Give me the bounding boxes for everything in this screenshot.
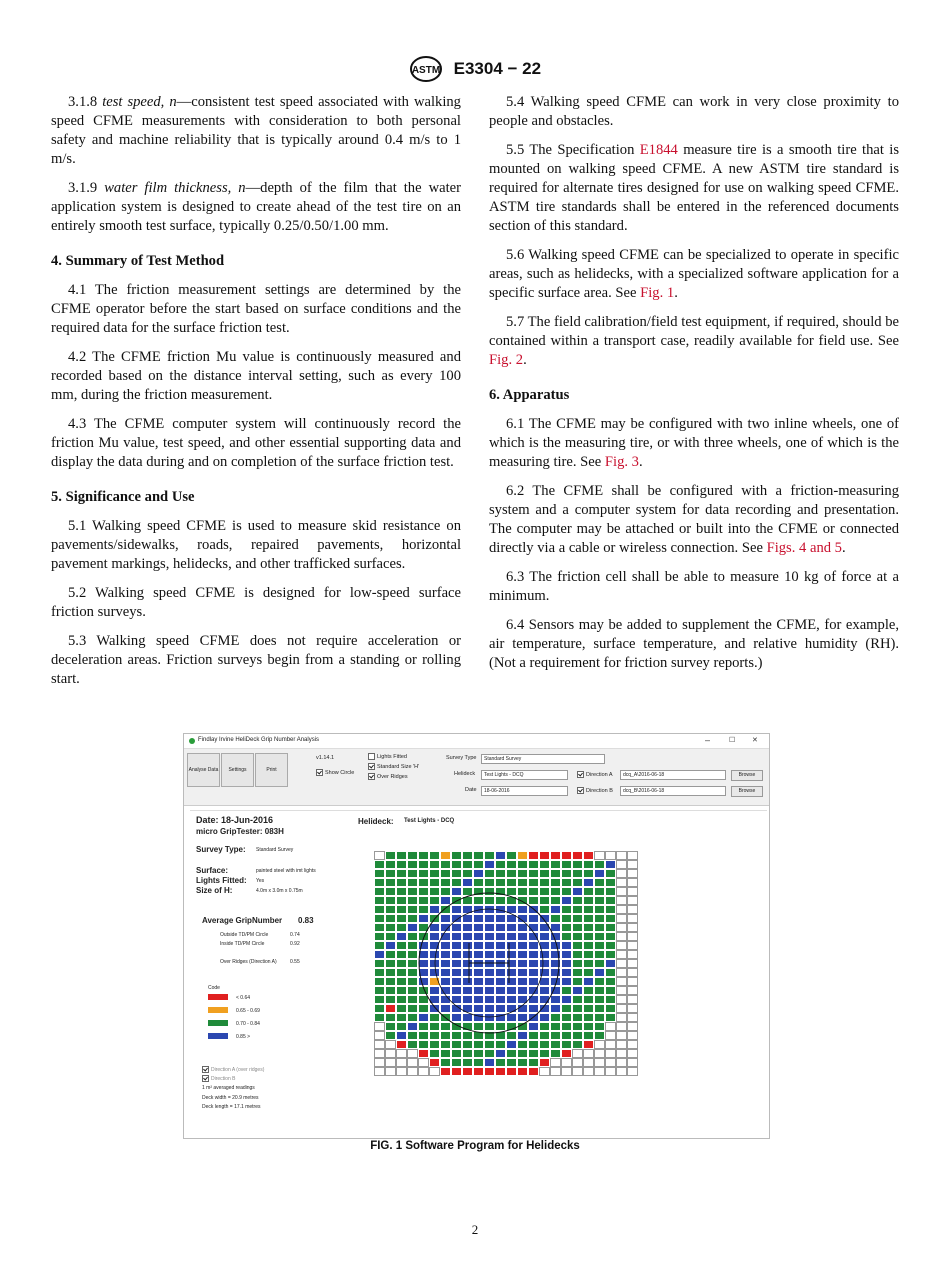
legend-swatch — [208, 1020, 228, 1026]
paragraph-5-2: 5.2 Walking speed CFME is designed for low-speed surface friction surveys. — [51, 585, 461, 620]
left-column — [51, 93, 461, 699]
report-size-value: 4.0m x 3.0m x 0.75m — [256, 888, 303, 894]
paragraph-4-2: 4.2 The CFME friction Mu value is continuously measured and recorded based on the distance interval setting, such as every 100 mm, during the friction measurement. — [51, 349, 461, 403]
paragraph-3-1-8: 3.1.8 test speed, n—consistent test speed associated with walking speed CFME measurements with consideration to both personal safety and machine reliability that is typically around 0.4 m/s to 1 m/s. — [51, 94, 461, 167]
section-heading-5: 5. Significance and Use — [51, 489, 195, 505]
report-survey-type-label: Survey Type: — [196, 845, 246, 854]
paragraph-5-6: 5.6 Walking speed CFME can be specialized to operate in specific areas, such as helidecks, with a specialized software application for a specific surface area. See Fig. 1. — [489, 247, 899, 301]
browse-a-button[interactable]: Browse — [731, 770, 763, 781]
survey-type-label: Survey Type — [446, 755, 477, 761]
deck-width-note: Deck width = 20.9 metres — [202, 1095, 259, 1101]
survey-type-select[interactable]: Standard Survey — [481, 754, 605, 764]
report-helideck-value: Test Lights - DCQ — [404, 818, 455, 824]
report-average-value: 0.83 — [298, 916, 314, 925]
legend-label: 0.70 - 0.84 — [236, 1021, 260, 1027]
over-ridges-checkbox[interactable]: Over Ridges — [368, 773, 408, 780]
link-fig-1[interactable]: Fig. 1 — [640, 285, 675, 301]
report-lights-value: Yes — [256, 878, 265, 884]
version-label: v1.14.1 — [316, 755, 335, 761]
figure-software-screenshot — [183, 733, 770, 1139]
report-outside-label: Outside TD/PM Circle — [220, 932, 269, 938]
section-heading-4: 4. Summary of Test Method — [51, 253, 225, 269]
report-inside-value: 0.92 — [290, 941, 300, 947]
browse-b-button[interactable]: Browse — [731, 786, 763, 797]
paragraph-6-1: 6.1 The CFME may be configured with two inline wheels, one of which is the measuring tire, or with three wheels, one of which is the measuring tire. See Fig. 3. — [489, 416, 899, 470]
analyse-data-button[interactable]: Analyse Data — [187, 753, 220, 787]
report-inside-label: Inside TD/PM Circle — [220, 941, 265, 947]
touchdown-circle — [374, 851, 644, 1091]
direction-b-option[interactable]: Direction B — [202, 1075, 235, 1082]
paragraph-5-3: 5.3 Walking speed CFME does not require acceleration or deceleration areas. Friction surveys begin from a standing or rolling start. — [51, 633, 461, 687]
link-fig-3[interactable]: Fig. 3 — [604, 454, 639, 470]
paragraph-5-7: 5.7 The field calibration/field test equipment, if required, should be contained within a transport case, readily available for field use. See Fig. 2. — [489, 314, 899, 368]
paragraph-6-2: 6.2 The CFME shall be configured with a friction-measuring system and a computer system for data recording and presentation. The computer may be attached or built into the CFME or connected directly via a cable or wireless connection. See Figs. 4 and 5. — [489, 483, 899, 556]
direction-a-checkbox[interactable]: Direction A — [577, 771, 613, 778]
right-column — [489, 93, 899, 683]
legend-code-label: Code — [208, 985, 220, 991]
report-ridges-value: 0.55 — [290, 959, 300, 965]
helideck-label: Helideck — [454, 771, 476, 777]
legend-label: 0.65 - 0.69 — [236, 1008, 260, 1014]
report-helideck-label: Helideck: — [358, 817, 394, 826]
designation: E3304 − 22 — [453, 59, 542, 78]
svg-text:ASTM: ASTM — [411, 65, 441, 76]
app-icon — [189, 738, 195, 744]
report-tester: micro GripTester: 083H — [196, 827, 284, 836]
page-header — [0, 56, 950, 82]
report-average-label: Average GripNumber — [202, 916, 283, 925]
astm-logo-icon — [409, 56, 443, 82]
section-heading-6: 6. Apparatus — [489, 387, 570, 403]
toolbar — [184, 749, 769, 806]
window-title: Findlay Irvine HeliDeck Grip Number Analysis — [198, 737, 320, 743]
legend-label: 0.85 > — [236, 1034, 251, 1040]
report-date: Date: 18-Jun-2016 — [196, 815, 274, 825]
report-lights-label: Lights Fitted: — [196, 876, 247, 885]
minimize-icon[interactable]: – — [705, 735, 711, 745]
print-button[interactable]: Print — [255, 753, 288, 787]
report-panel — [190, 810, 767, 1136]
paragraph-6-3: 6.3 The friction cell shall be able to measure 10 kg of force at a minimum. — [489, 569, 899, 604]
report-surface-label: Surface: — [196, 866, 229, 875]
direction-b-checkbox[interactable]: Direction B — [577, 787, 613, 794]
date-label: Date — [465, 787, 477, 793]
paragraph-6-4: 6.4 Sensors may be added to supplement the CFME, for example, air temperature, surface temperature, and relative humidity (RH). (Not a requirement for friction survey reports.) — [489, 617, 899, 671]
page-number: 2 — [471, 1222, 479, 1237]
report-surface-value: painted steel with imt lights — [256, 868, 316, 874]
window-titlebar — [184, 734, 769, 749]
legend-swatch — [208, 1007, 228, 1013]
paragraph-5-5: 5.5 The Specification E1844 measure tire is a smooth tire that is mounted on walking speed CFME. A new ASTM tire standard is required for alternate tires designed for use on walking speed CFME. ASTM tire standards shall be entered in the referenced documents section of this standard. — [489, 142, 899, 234]
averaged-readings-note: 1 m² averaged readings — [202, 1085, 255, 1091]
settings-button[interactable]: Settings — [221, 753, 254, 787]
legend-swatch — [208, 1033, 228, 1039]
paragraph-5-4: 5.4 Walking speed CFME can work in very close proximity to people and obstacles. — [489, 94, 899, 129]
link-fig-2[interactable]: Fig. 2 — [489, 352, 524, 368]
maximize-icon[interactable]: ☐ — [729, 737, 736, 744]
paragraph-4-1: 4.1 The friction measurement settings are determined by the CFME operator before the start based on surface conditions and the required data for the surface friction test. — [51, 282, 461, 336]
close-icon[interactable]: ✕ — [752, 737, 758, 744]
figure-caption: FIG. 1 Software Program for Helidecks — [370, 1140, 580, 1152]
direction-b-file[interactable]: dcq_B\2016-06-18 — [620, 786, 726, 796]
paragraph-3-1-9: 3.1.9 water film thickness, n—depth of the film that the water application system is designed to create ahead of the test tire on an entirely smooth test surface, typically 0.25/0.50/1.00 mm. — [51, 180, 461, 234]
lights-fitted-checkbox[interactable]: Lights Fitted — [368, 753, 407, 760]
deck-length-note: Deck length = 17.1 metres — [202, 1104, 261, 1110]
report-outside-value: 0.74 — [290, 932, 300, 938]
show-circle-checkbox[interactable]: Show Circle — [316, 769, 354, 776]
link-e1844[interactable]: E1844 — [639, 142, 678, 158]
direction-a-option[interactable]: Direction A (over ridges) — [202, 1066, 264, 1073]
legend-label: < 0.64 — [236, 995, 251, 1001]
report-survey-type-value: Standard Survey — [256, 847, 294, 853]
report-size-label: Size of H: — [196, 886, 233, 895]
helideck-select[interactable]: Test Lights - DCQ — [481, 770, 568, 780]
standard-size-checkbox[interactable]: Standard Size 'H' — [368, 763, 419, 770]
link-figs-4-5[interactable]: Figs. 4 and 5 — [766, 540, 842, 556]
paragraph-5-1: 5.1 Walking speed CFME is used to measure skid resistance on pavements/sidewalks, roads, repaired pavements, horizontal pavement markings, helidecks, and other trafficked surfaces. — [51, 518, 461, 572]
paragraph-4-3: 4.3 The CFME computer system will continuously record the friction Mu value, test speed, and other essential supporting data and display the data during and on completion of the surface friction test. — [51, 416, 461, 470]
date-select[interactable]: 18-06-2016 — [481, 786, 568, 796]
legend-swatch — [208, 994, 228, 1000]
direction-a-file[interactable]: dcq_A\2016-06-18 — [620, 770, 726, 780]
report-ridges-label: Over Ridges (Direction A) — [220, 959, 277, 965]
